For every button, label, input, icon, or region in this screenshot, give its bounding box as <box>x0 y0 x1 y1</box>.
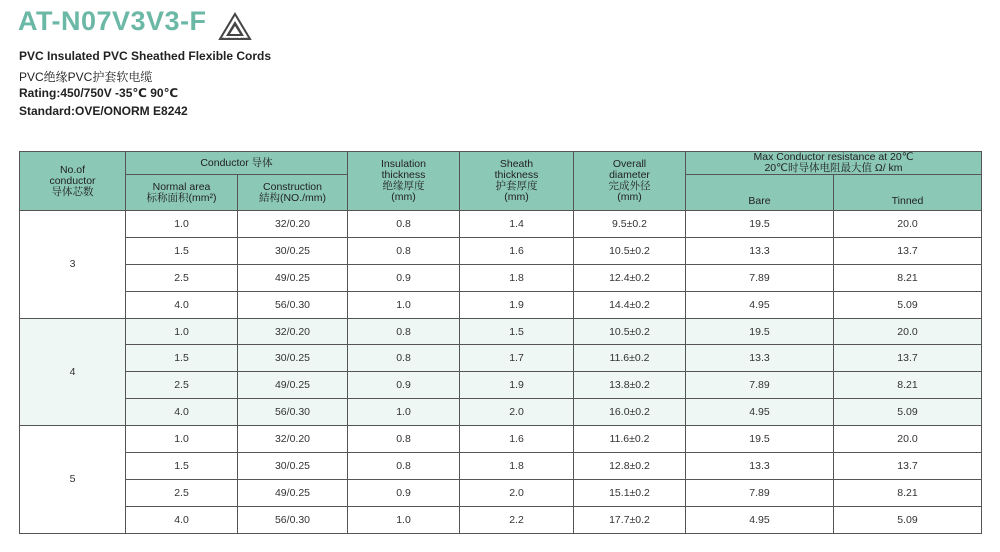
cell-bare: 13.3 <box>686 237 834 264</box>
header-overall-diameter: Overall diameter 完成外径 (mm) <box>574 152 686 211</box>
cell-tinned: 13.7 <box>834 345 982 372</box>
table-row <box>20 479 982 506</box>
cell-sheath: 2.0 <box>460 399 574 426</box>
cores-cell: 4 <box>20 318 126 426</box>
cell-tinned: 13.7 <box>834 453 982 480</box>
cell-insulation: 1.0 <box>348 291 460 318</box>
cell-insulation: 1.0 <box>348 399 460 426</box>
cell-area: 4.0 <box>126 291 238 318</box>
cell-sheath: 1.4 <box>460 211 574 238</box>
cell-diameter: 10.5±0.2 <box>574 237 686 264</box>
header-insulation: Insulation thickness 绝缘厚度 (mm) <box>348 152 460 211</box>
cell-diameter: 11.6±0.2 <box>574 345 686 372</box>
product-title-en: PVC Insulated PVC Sheathed Flexible Cords <box>19 49 272 63</box>
logo-caption: TONGHUA CERT <box>219 36 251 41</box>
cell-diameter: 15.1±0.2 <box>574 479 686 506</box>
cell-insulation: 0.8 <box>348 345 460 372</box>
cell-sheath: 1.6 <box>460 237 574 264</box>
table-row <box>20 372 982 399</box>
cell-construction: 56/0.30 <box>238 399 348 426</box>
cell-tinned: 5.09 <box>834 291 982 318</box>
cell-bare: 19.5 <box>686 318 834 345</box>
cell-tinned: 20.0 <box>834 318 982 345</box>
cell-diameter: 11.6±0.2 <box>574 426 686 453</box>
table-row <box>20 211 982 238</box>
cell-sheath: 2.0 <box>460 479 574 506</box>
cell-insulation: 0.8 <box>348 426 460 453</box>
cell-construction: 32/0.20 <box>238 426 348 453</box>
table-row <box>20 506 982 533</box>
header-bare: Bare <box>686 175 834 211</box>
cell-bare: 7.89 <box>686 372 834 399</box>
cell-diameter: 16.0±0.2 <box>574 399 686 426</box>
cell-diameter: 12.8±0.2 <box>574 453 686 480</box>
cell-construction: 49/0.25 <box>238 479 348 506</box>
cell-sheath: 1.8 <box>460 453 574 480</box>
cell-insulation: 0.9 <box>348 264 460 291</box>
cell-tinned: 8.21 <box>834 479 982 506</box>
cell-area: 1.0 <box>126 426 238 453</box>
cell-construction: 32/0.20 <box>238 318 348 345</box>
spec-table <box>19 151 982 534</box>
cell-area: 1.5 <box>126 345 238 372</box>
cell-area: 4.0 <box>126 506 238 533</box>
cell-bare: 13.3 <box>686 453 834 480</box>
cell-sheath: 1.6 <box>460 426 574 453</box>
cell-construction: 49/0.25 <box>238 264 348 291</box>
cell-sheath: 1.5 <box>460 318 574 345</box>
cell-diameter: 10.5±0.2 <box>574 318 686 345</box>
cell-construction: 56/0.30 <box>238 506 348 533</box>
table-row <box>20 291 982 318</box>
cell-bare: 4.95 <box>686 291 834 318</box>
cell-area: 1.5 <box>126 237 238 264</box>
cell-diameter: 17.7±0.2 <box>574 506 686 533</box>
rating: Rating:450/750V -35℃ 90℃ <box>19 86 179 100</box>
header-no-conductor: No.of conductor 导体芯数 <box>20 152 126 211</box>
conductor-group-5 <box>20 426 982 534</box>
table-row <box>20 399 982 426</box>
cell-insulation: 0.9 <box>348 372 460 399</box>
cell-insulation: 0.8 <box>348 211 460 238</box>
table-row <box>20 237 982 264</box>
cell-sheath: 1.9 <box>460 372 574 399</box>
cell-insulation: 0.9 <box>348 479 460 506</box>
cell-tinned: 8.21 <box>834 264 982 291</box>
cell-bare: 13.3 <box>686 345 834 372</box>
cell-area: 2.5 <box>126 372 238 399</box>
cell-tinned: 20.0 <box>834 211 982 238</box>
cell-insulation: 0.8 <box>348 453 460 480</box>
table-row <box>20 318 982 345</box>
cell-construction: 49/0.25 <box>238 372 348 399</box>
cell-insulation: 0.8 <box>348 318 460 345</box>
cell-construction: 30/0.25 <box>238 453 348 480</box>
cell-tinned: 20.0 <box>834 426 982 453</box>
table-row <box>20 426 982 453</box>
cell-bare: 19.5 <box>686 426 834 453</box>
cell-tinned: 13.7 <box>834 237 982 264</box>
table-row <box>20 453 982 480</box>
cell-area: 2.5 <box>126 479 238 506</box>
cell-insulation: 1.0 <box>348 506 460 533</box>
cell-area: 1.0 <box>126 211 238 238</box>
cell-construction: 30/0.25 <box>238 345 348 372</box>
header-resistance: Max Conductor resistance at 20℃ 20℃时导体电阻最大值 Ω/ km <box>686 152 982 175</box>
cell-area: 2.5 <box>126 264 238 291</box>
cell-area: 4.0 <box>126 399 238 426</box>
header-normal-area: Normal area 标称面积(mm²) <box>126 175 238 211</box>
cell-bare: 7.89 <box>686 479 834 506</box>
product-title-cn: PVC绝缘PVC护套软电缆 <box>19 70 153 84</box>
cell-bare: 7.89 <box>686 264 834 291</box>
table-row <box>20 345 982 372</box>
cell-bare: 4.95 <box>686 399 834 426</box>
cell-diameter: 14.4±0.2 <box>574 291 686 318</box>
cell-diameter: 9.5±0.2 <box>574 211 686 238</box>
cell-tinned: 8.21 <box>834 372 982 399</box>
cell-insulation: 0.8 <box>348 237 460 264</box>
cell-construction: 32/0.20 <box>238 211 348 238</box>
cell-sheath: 2.2 <box>460 506 574 533</box>
cell-tinned: 5.09 <box>834 399 982 426</box>
cell-tinned: 5.09 <box>834 506 982 533</box>
cell-area: 1.5 <box>126 453 238 480</box>
header-conductor: Conductor 导体 <box>126 152 348 175</box>
cell-area: 1.0 <box>126 318 238 345</box>
cores-cell: 3 <box>20 211 126 319</box>
header-tinned: Tinned <box>834 175 982 211</box>
conductor-group-3 <box>20 211 982 319</box>
cell-construction: 30/0.25 <box>238 237 348 264</box>
cell-sheath: 1.7 <box>460 345 574 372</box>
cell-sheath: 1.9 <box>460 291 574 318</box>
cores-cell: 5 <box>20 426 126 534</box>
cell-sheath: 1.8 <box>460 264 574 291</box>
header-sheath: Sheath thickness 护套厚度 (mm) <box>460 152 574 211</box>
cell-construction: 56/0.30 <box>238 291 348 318</box>
conductor-group-4 <box>20 318 982 426</box>
standard: Standard:OVE/ONORM E8242 <box>19 104 188 118</box>
cell-bare: 4.95 <box>686 506 834 533</box>
header-construction: Construction 結构(NO./mm) <box>238 175 348 211</box>
cell-bare: 19.5 <box>686 211 834 238</box>
cell-diameter: 12.4±0.2 <box>574 264 686 291</box>
table-row <box>20 264 982 291</box>
cell-diameter: 13.8±0.2 <box>574 372 686 399</box>
model-title: AT-N07V3V3-F <box>18 6 207 36</box>
